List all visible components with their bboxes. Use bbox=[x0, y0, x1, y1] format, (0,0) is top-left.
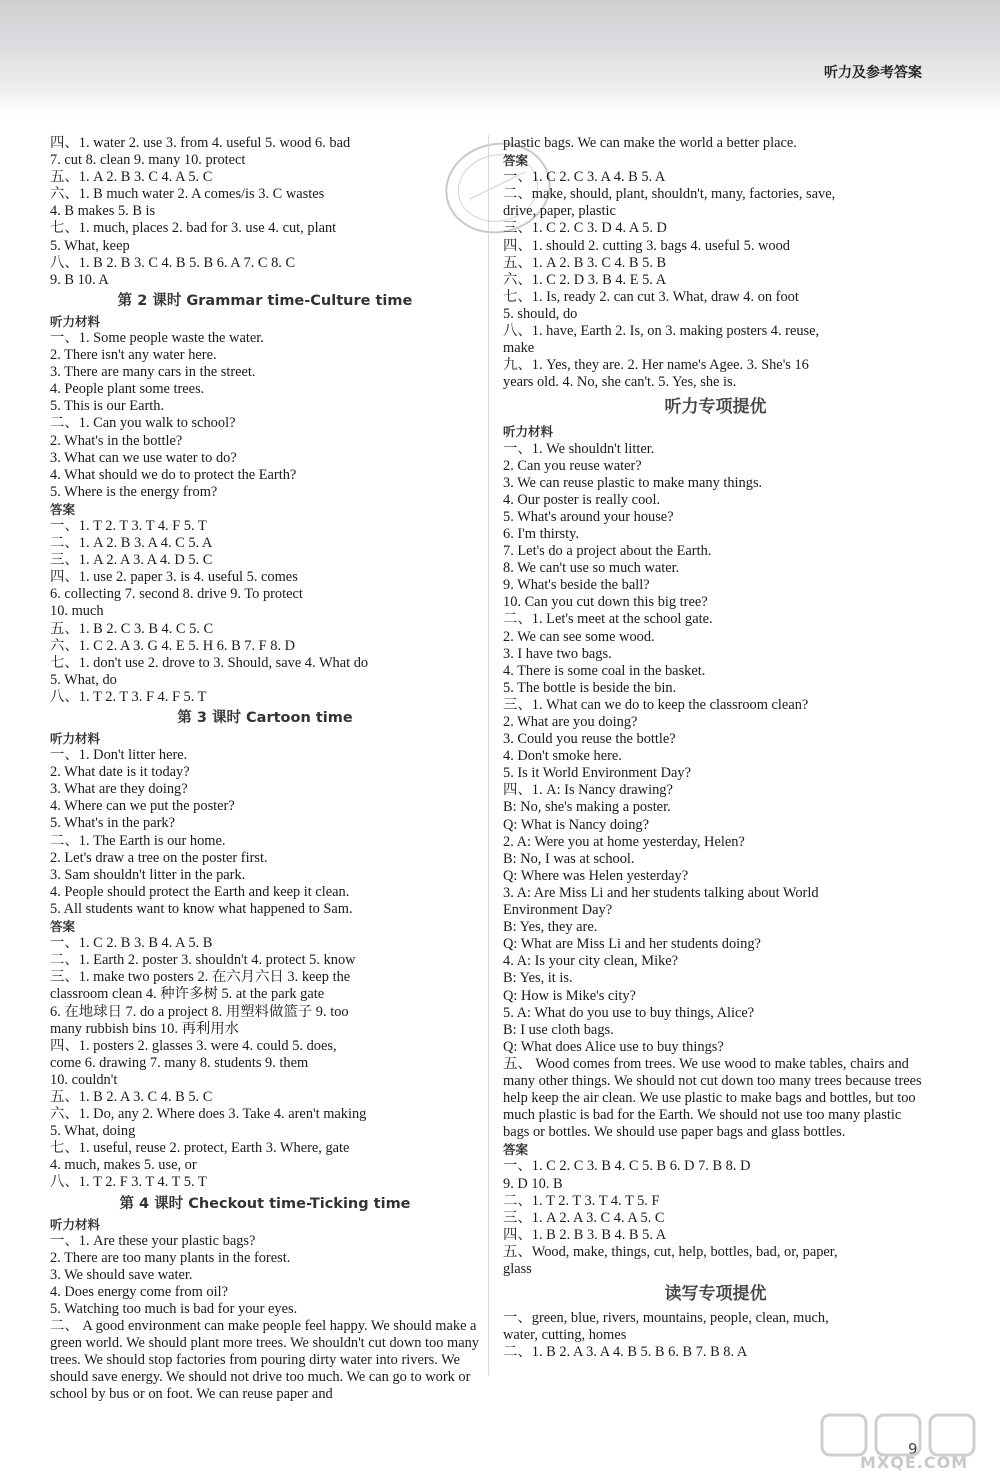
answer-line: 4. People should protect the Earth and keep it clean. bbox=[50, 883, 350, 900]
answer-line: 二、1. Earth 2. poster 3. shouldn't 4. protect 5. know bbox=[50, 952, 356, 969]
answer-line: 9. What's beside the ball? bbox=[503, 577, 650, 594]
paragraph: 五、 Wood comes from trees. We use wood to make tables, chairs and many other things. We should not cut down too many trees because trees help keep the air clean. We use plastic to make bags and bottles, but too much plastic is bad for the Earth. We should not use too many plastic bags or bottles. We should use paper bags and glass bottles. bbox=[503, 1055, 922, 1141]
answer-line: 4. What should we do to protect the Earth? bbox=[50, 466, 297, 483]
answer-line: Q: What are Miss Li and her students doing? bbox=[503, 936, 761, 953]
answer-line: 3. There are many cars in the street. bbox=[50, 364, 256, 381]
answer-line: 二、1. The Earth is our home. bbox=[50, 832, 226, 849]
answer-line: 5. What, do bbox=[50, 671, 117, 688]
answer-line: 5. The bottle is beside the bin. bbox=[503, 679, 677, 696]
answer-line: 4. A: Is your city clean, Mike? bbox=[503, 953, 679, 970]
paragraph: 二、 A good environment can make people feel happy. We should make a green world. We should plant more trees. We shouldn't cut down too many trees. We should stop factories from pouring dirty water into rivers. We should save energy. We should not drive too much. We can go to work or school by bus or on foot. We can reuse paper and bbox=[50, 1318, 479, 1403]
answer-line: 一、1. Some people waste the water. bbox=[50, 329, 264, 346]
answer-line: 2. There isn't any water here. bbox=[50, 347, 217, 364]
answer-line: Q: What does Alice use to buy things? bbox=[503, 1038, 724, 1055]
answer-line: 10. much bbox=[50, 603, 104, 620]
answer-line: 3. What are they doing? bbox=[50, 781, 188, 798]
answer-line: make bbox=[503, 340, 535, 357]
subsection-label: 答案 bbox=[503, 1142, 529, 1158]
answer-line: years old. 4. No, she can't. 5. Yes, she is. bbox=[503, 374, 737, 391]
answer-line: 七、1. useful, reuse 2. protect, Earth 3. Where, gate bbox=[50, 1140, 350, 1157]
section-heading: 第 4 课时 Checkout time-Ticking time bbox=[119, 1195, 411, 1212]
answer-line: 6. collecting 7. second 8. drive 9. To protect bbox=[50, 586, 303, 603]
answer-line: 2. A: Were you at home yesterday, Helen? bbox=[503, 833, 745, 850]
answer-line: glass bbox=[503, 1261, 532, 1277]
answer-line: 2. What date is it today? bbox=[50, 764, 190, 781]
answer-line: 3. We can reuse plastic to make many things. bbox=[503, 474, 763, 491]
section-heading: 第 2 课时 Grammar time-Culture time bbox=[117, 292, 413, 309]
watermark-text: MXQE.COM bbox=[860, 1453, 969, 1472]
answer-line: B: No, I was at school. bbox=[503, 850, 635, 867]
answer-line: 八、1. have, Earth 2. Is, on 3. making posters 4. reuse, bbox=[503, 323, 820, 340]
answer-line: plastic bags. We can make the world a better place. bbox=[503, 135, 797, 151]
right-column bbox=[503, 135, 928, 1361]
answer-line: 五、1. A 2. B 3. C 4. B 5. B bbox=[503, 254, 667, 271]
answer-line: 四、1. A: Is Nancy drawing? bbox=[503, 782, 673, 799]
answer-line: 八、1. T 2. T 3. F 4. F 5. T bbox=[50, 688, 207, 705]
answer-line: 5. What's around your house? bbox=[503, 508, 674, 525]
answer-line: Q: What is Nancy doing? bbox=[503, 816, 650, 833]
answer-line: 5. What, keep bbox=[50, 237, 130, 254]
answer-line: 4. B makes 5. B is bbox=[50, 203, 156, 220]
answer-line: B: Yes, they are. bbox=[503, 919, 598, 936]
answer-line: 一、green, blue, rivers, mountains, people, clean, much, bbox=[503, 1310, 829, 1327]
answer-line: 5. should, do bbox=[503, 305, 578, 322]
answer-line: 九、1. Yes, they are. 2. Her name's Agee. 3. She's 16 bbox=[503, 357, 809, 374]
answer-line: 3. A: Are Miss Li and her students talking about World bbox=[503, 884, 819, 901]
answer-line: 3. What can we use water to do? bbox=[50, 449, 237, 466]
answer-line: 三、1. What can we do to keep the classroom clean? bbox=[503, 696, 809, 713]
answer-line: 七、1. don't use 2. drove to 3. Should, save 4. What do bbox=[50, 654, 369, 671]
section-heading: 听力专项提优 bbox=[664, 397, 767, 418]
answer-line: 一、1. Don't litter here. bbox=[50, 747, 188, 764]
answer-line: Q: Where was Helen yesterday? bbox=[503, 867, 689, 884]
answer-line: 一、1. Are these your plastic bags? bbox=[50, 1232, 256, 1249]
answer-line: 六、1. C 2. A 3. G 4. E 5. H 6. B 7. F 8. D bbox=[50, 637, 296, 654]
answer-line: 4. There is some coal in the basket. bbox=[503, 662, 706, 679]
subsection-label: 听力材料 bbox=[503, 424, 554, 440]
answer-line: 二、1. Let's meet at the school gate. bbox=[503, 611, 713, 628]
answer-line: 八、1. B 2. B 3. C 4. B 5. B 6. A 7. C 8. C bbox=[50, 254, 296, 271]
subsection-label: 听力材料 bbox=[50, 1216, 101, 1232]
answer-line: 4. Does energy come from oil? bbox=[50, 1283, 228, 1300]
answer-line: 5. Where is the energy from? bbox=[50, 483, 218, 500]
answer-line: classroom clean 4. 种许多树 5. at the park gate bbox=[50, 986, 325, 1003]
answer-line: Q: How is Mike's city? bbox=[503, 987, 636, 1004]
subsection-label: 答案 bbox=[50, 919, 76, 935]
answer-line: 9. D 10. B bbox=[503, 1175, 563, 1192]
subsection-label: 答案 bbox=[50, 501, 76, 517]
answer-line: B: Yes, it is. bbox=[503, 970, 573, 987]
answer-line: 四、1. B 2. B 3. B 4. B 5. A bbox=[503, 1226, 667, 1243]
answer-line: B: I use cloth bags. bbox=[503, 1021, 614, 1038]
answer-line: 一、1. C 2. C 3. A 4. B 5. A bbox=[503, 169, 666, 186]
section-heading: 读写专项提优 bbox=[664, 1284, 767, 1305]
answer-line: 五、Wood, make, things, cut, help, bottles, bad, or, paper, bbox=[503, 1243, 838, 1260]
subsection-label: 听力材料 bbox=[50, 731, 101, 746]
answer-line: 5. This is our Earth. bbox=[50, 398, 165, 415]
answer-line: 六、1. Do, any 2. Where does 3. Take 4. aren't making bbox=[50, 1106, 367, 1123]
answer-line: 八、1. T 2. F 3. T 4. T 5. T bbox=[50, 1174, 207, 1191]
answer-line: 五、1. B 2. C 3. B 4. C 5. C bbox=[50, 620, 214, 637]
answer-line: 二、1. A 2. B 3. A 4. C 5. A bbox=[50, 535, 213, 552]
answer-line: 六、1. C 2. D 3. B 4. E 5. A bbox=[503, 271, 667, 288]
header-band bbox=[0, 0, 1000, 115]
answer-line: 5. Watching too much is bad for your eyes. bbox=[50, 1301, 298, 1317]
section-heading: 第 3 课时 Cartoon time bbox=[177, 710, 353, 726]
answer-line: water, cutting, homes bbox=[503, 1327, 627, 1344]
answer-line: 4. Our poster is really cool. bbox=[503, 491, 661, 508]
answer-line: Environment Day? bbox=[503, 902, 613, 919]
answer-line: 二、1. Can you walk to school? bbox=[50, 415, 236, 432]
answer-line: come 6. drawing 7. many 8. students 9. them bbox=[50, 1054, 309, 1071]
answer-line: 5. What, doing bbox=[50, 1123, 136, 1140]
answer-line: 五、1. A 2. B 3. C 4. A 5. C bbox=[50, 169, 213, 186]
answer-line: 5. All students want to know what happened to Sam. bbox=[50, 900, 353, 917]
answer-line: 8. We can't use so much water. bbox=[503, 560, 680, 577]
answer-line: 三、1. C 2. C 3. D 4. A 5. D bbox=[503, 220, 667, 237]
answer-line: 6. I'm thirsty. bbox=[503, 525, 580, 542]
answer-line: 四、1. should 2. cutting 3. bags 4. useful 5. wood bbox=[503, 237, 790, 254]
subsection-label: 答案 bbox=[503, 153, 529, 169]
column-divider bbox=[488, 135, 489, 1375]
answer-line: 一、1. T 2. T 3. T 4. F 5. T bbox=[50, 517, 207, 534]
answer-line: drive, paper, plastic bbox=[503, 203, 616, 220]
answer-line: 一、1. We shouldn't litter. bbox=[503, 440, 655, 457]
answer-line: 四、1. posters 2. glasses 3. were 4. could 5. does, bbox=[50, 1037, 337, 1054]
answer-line: 七、1. much, places 2. bad for 3. use 4. cut, plant bbox=[50, 220, 337, 237]
answer-line: 三、1. A 2. A 3. A 4. D 5. C bbox=[50, 552, 213, 569]
answer-line: 5. What's in the park? bbox=[50, 815, 176, 832]
answer-line: 7. Let's do a project about the Earth. bbox=[503, 543, 712, 560]
answer-line: 10. Can you cut down this big tree? bbox=[503, 594, 708, 611]
answer-line: 4. Where can we put the poster? bbox=[50, 798, 235, 815]
answer-line: 一、1. C 2. C 3. B 4. C 5. B 6. D 7. B 8. D bbox=[503, 1158, 751, 1175]
answer-line: 2. What's in the bottle? bbox=[50, 432, 183, 449]
answer-line: 2. Can you reuse water? bbox=[503, 457, 642, 474]
answer-line: 3. I have two bags. bbox=[503, 645, 612, 662]
answer-line: 10. couldn't bbox=[50, 1071, 118, 1088]
answer-line: 4. Don't smoke here. bbox=[503, 748, 622, 765]
answer-line: 四、1. water 2. use 3. from 4. useful 5. wood 6. bad bbox=[50, 135, 351, 151]
answer-line: 六、1. B much water 2. A comes/is 3. C wastes bbox=[50, 186, 325, 203]
page-number: 9 bbox=[908, 1440, 918, 1458]
answer-line: B: No, she's making a poster. bbox=[503, 799, 671, 816]
answer-line: 二、1. T 2. T 3. T 4. T 5. F bbox=[503, 1192, 660, 1209]
answer-line: 3. Could you reuse the bottle? bbox=[503, 731, 676, 748]
answer-line: 9. B 10. A bbox=[50, 271, 109, 288]
answer-line: 3. We should save water. bbox=[50, 1266, 193, 1283]
answer-line: 4. much, makes 5. use, or bbox=[50, 1157, 197, 1174]
answer-line: 二、make, should, plant, shouldn't, many, factories, save, bbox=[503, 186, 836, 203]
page-header-title: 听力及参考答案 bbox=[824, 65, 922, 81]
answer-line: 2. What are you doing? bbox=[503, 714, 638, 730]
answer-line: 一、1. C 2. B 3. B 4. A 5. B bbox=[50, 935, 213, 952]
answer-line: 5. A: What do you use to buy things, Alice? bbox=[503, 1004, 755, 1021]
answer-line: 6. 在地球日 7. do a project 8. 用塑料做篮子 9. too bbox=[50, 1003, 349, 1020]
answer-line: 2. Let's draw a tree on the poster first. bbox=[50, 849, 268, 866]
answer-line: 四、1. use 2. paper 3. is 4. useful 5. comes bbox=[50, 569, 298, 586]
answer-line: 3. Sam shouldn't litter in the park. bbox=[50, 866, 246, 883]
answer-line: many rubbish bins 10. 再利用水 bbox=[50, 1020, 240, 1037]
answer-line: 2. There are too many plants in the forest. bbox=[50, 1249, 291, 1266]
answer-line: 4. People plant some trees. bbox=[50, 381, 205, 398]
answer-line: 五、1. B 2. A 3. C 4. B 5. C bbox=[50, 1088, 213, 1105]
answer-line: 三、1. A 2. A 3. C 4. A 5. C bbox=[503, 1209, 665, 1226]
answer-line: 5. Is it World Environment Day? bbox=[503, 765, 692, 782]
answer-line: 三、1. make two posters 2. 在六月六日 3. keep the bbox=[50, 969, 351, 986]
subsection-label: 听力材料 bbox=[50, 313, 101, 329]
answer-line: 二、1. B 2. A 3. A 4. B 5. B 6. B 7. B 8. A bbox=[503, 1344, 748, 1361]
answer-line: 7. cut 8. clean 9. many 10. protect bbox=[50, 152, 246, 169]
answer-line: 七、1. Is, ready 2. can cut 3. What, draw 4. on foot bbox=[503, 288, 799, 305]
left-column bbox=[50, 135, 480, 1404]
answer-line: 2. We can see some wood. bbox=[503, 628, 655, 645]
